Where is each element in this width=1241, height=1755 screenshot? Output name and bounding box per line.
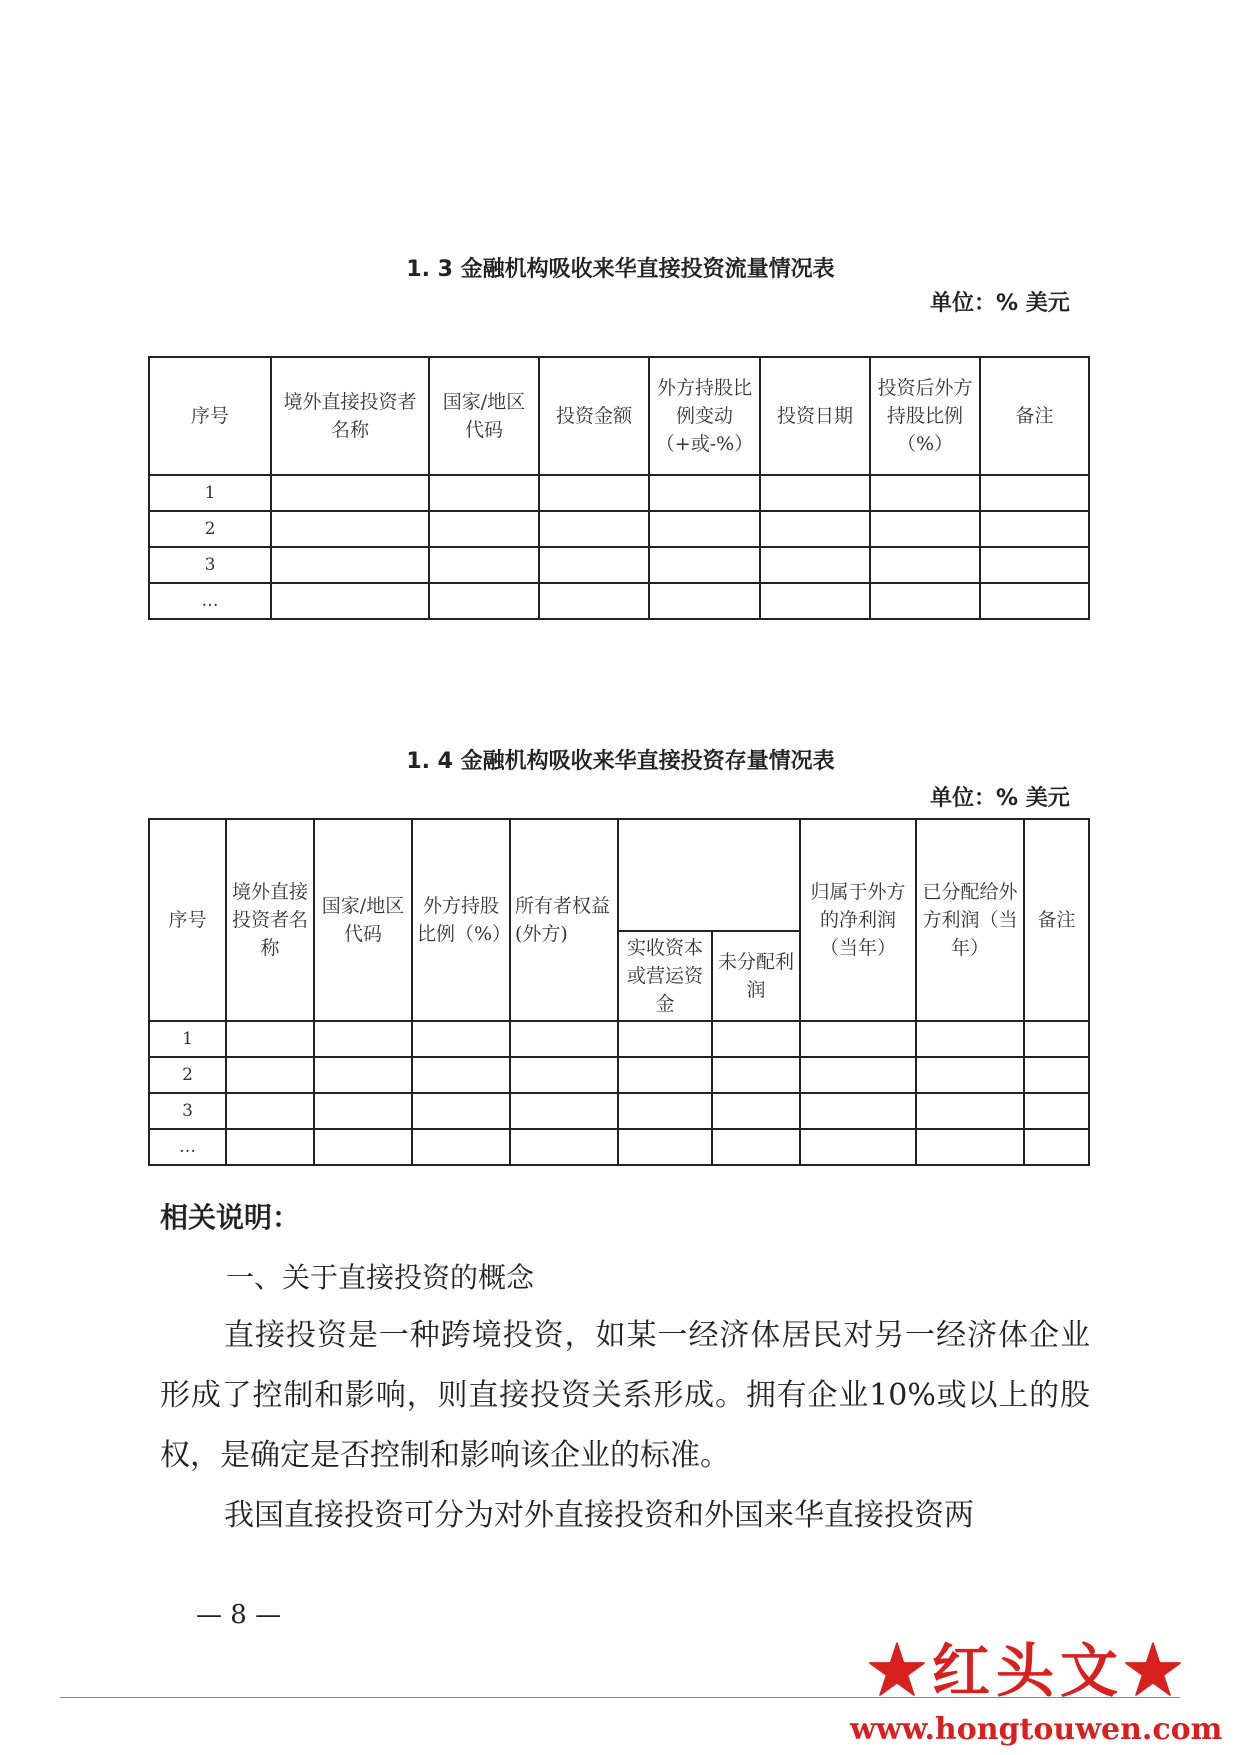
row-number: 2 [149, 1057, 226, 1093]
header-cell: 未分配利润 [712, 931, 800, 1021]
watermark-brand: ★红头文★ [868, 1637, 1189, 1705]
notes-heading: 相关说明： [160, 1201, 301, 1234]
table-row [149, 1129, 1089, 1165]
table-header-row [149, 357, 1089, 475]
watermark-url: www.hongtouwen.com [850, 1712, 1223, 1747]
table1-title: 1. 3 金融机构吸收来华直接投资流量情况表 [406, 257, 835, 282]
row-number: 2 [149, 511, 271, 547]
table-row [149, 1093, 1089, 1129]
header-cell: 外方持股比例变动（+或-%） [649, 357, 760, 475]
header-cell: 序号 [149, 819, 226, 1021]
table-row [149, 1057, 1089, 1093]
flow-table [148, 356, 1090, 620]
header-cell: 投资金额 [539, 357, 649, 475]
header-cell: 已分配给外方利润（当年） [916, 819, 1024, 1021]
notes-body [160, 1306, 1090, 1546]
table-row [149, 547, 1089, 583]
header-cell: 备注 [1024, 819, 1089, 1021]
header-cell: 序号 [149, 357, 271, 475]
row-number: 3 [149, 547, 271, 583]
header-cell: 实收资本或营运资金 [618, 931, 712, 1021]
table-row [149, 475, 1089, 511]
header-cell: 外方持股比例（%） [412, 819, 510, 1021]
table2-unit: 单位：% 美元 [930, 786, 1070, 811]
row-number: … [149, 583, 271, 619]
header-cell: 投资日期 [760, 357, 870, 475]
notes-subheading: 一、关于直接投资的概念 [226, 1261, 535, 1294]
row-number: 3 [149, 1093, 226, 1129]
notes-paragraph: 直接投资是一种跨境投资，如某一经济体居民对另一经济体企业形成了控制和影响，则直接投资关系形成。拥有企业10%或以上的股权，是确定是否控制和影响该企业的标准。 [160, 1318, 1090, 1473]
header-cell: 国家/地区代码 [429, 357, 539, 475]
table-row [149, 511, 1089, 547]
header-cell: 归属于外方的净利润（当年） [800, 819, 916, 1021]
header-cell: 备注 [980, 357, 1089, 475]
page-number: — 8 — [196, 1600, 282, 1630]
notes-paragraph: 我国直接投资可分为对外直接投资和外国来华直接投资两 [224, 1498, 974, 1533]
table-row [149, 1021, 1089, 1057]
stock-table [148, 818, 1090, 1166]
header-cell: 国家/地区代码 [314, 819, 412, 1021]
header-cell: 投资后外方持股比例（%） [870, 357, 980, 475]
header-cell: 所有者权益(外方) [510, 819, 618, 1021]
header-cell: 境外直接投资者名称 [226, 819, 314, 1021]
row-number: … [149, 1129, 226, 1165]
row-number: 1 [149, 475, 271, 511]
table2-title: 1. 4 金融机构吸收来华直接投资存量情况表 [406, 749, 835, 774]
row-number: 1 [149, 1021, 226, 1057]
table-header-row [149, 819, 1089, 931]
table-row [149, 583, 1089, 619]
table1-unit: 单位：% 美元 [930, 291, 1070, 316]
header-cell: 境外直接投资者名称 [271, 357, 429, 475]
